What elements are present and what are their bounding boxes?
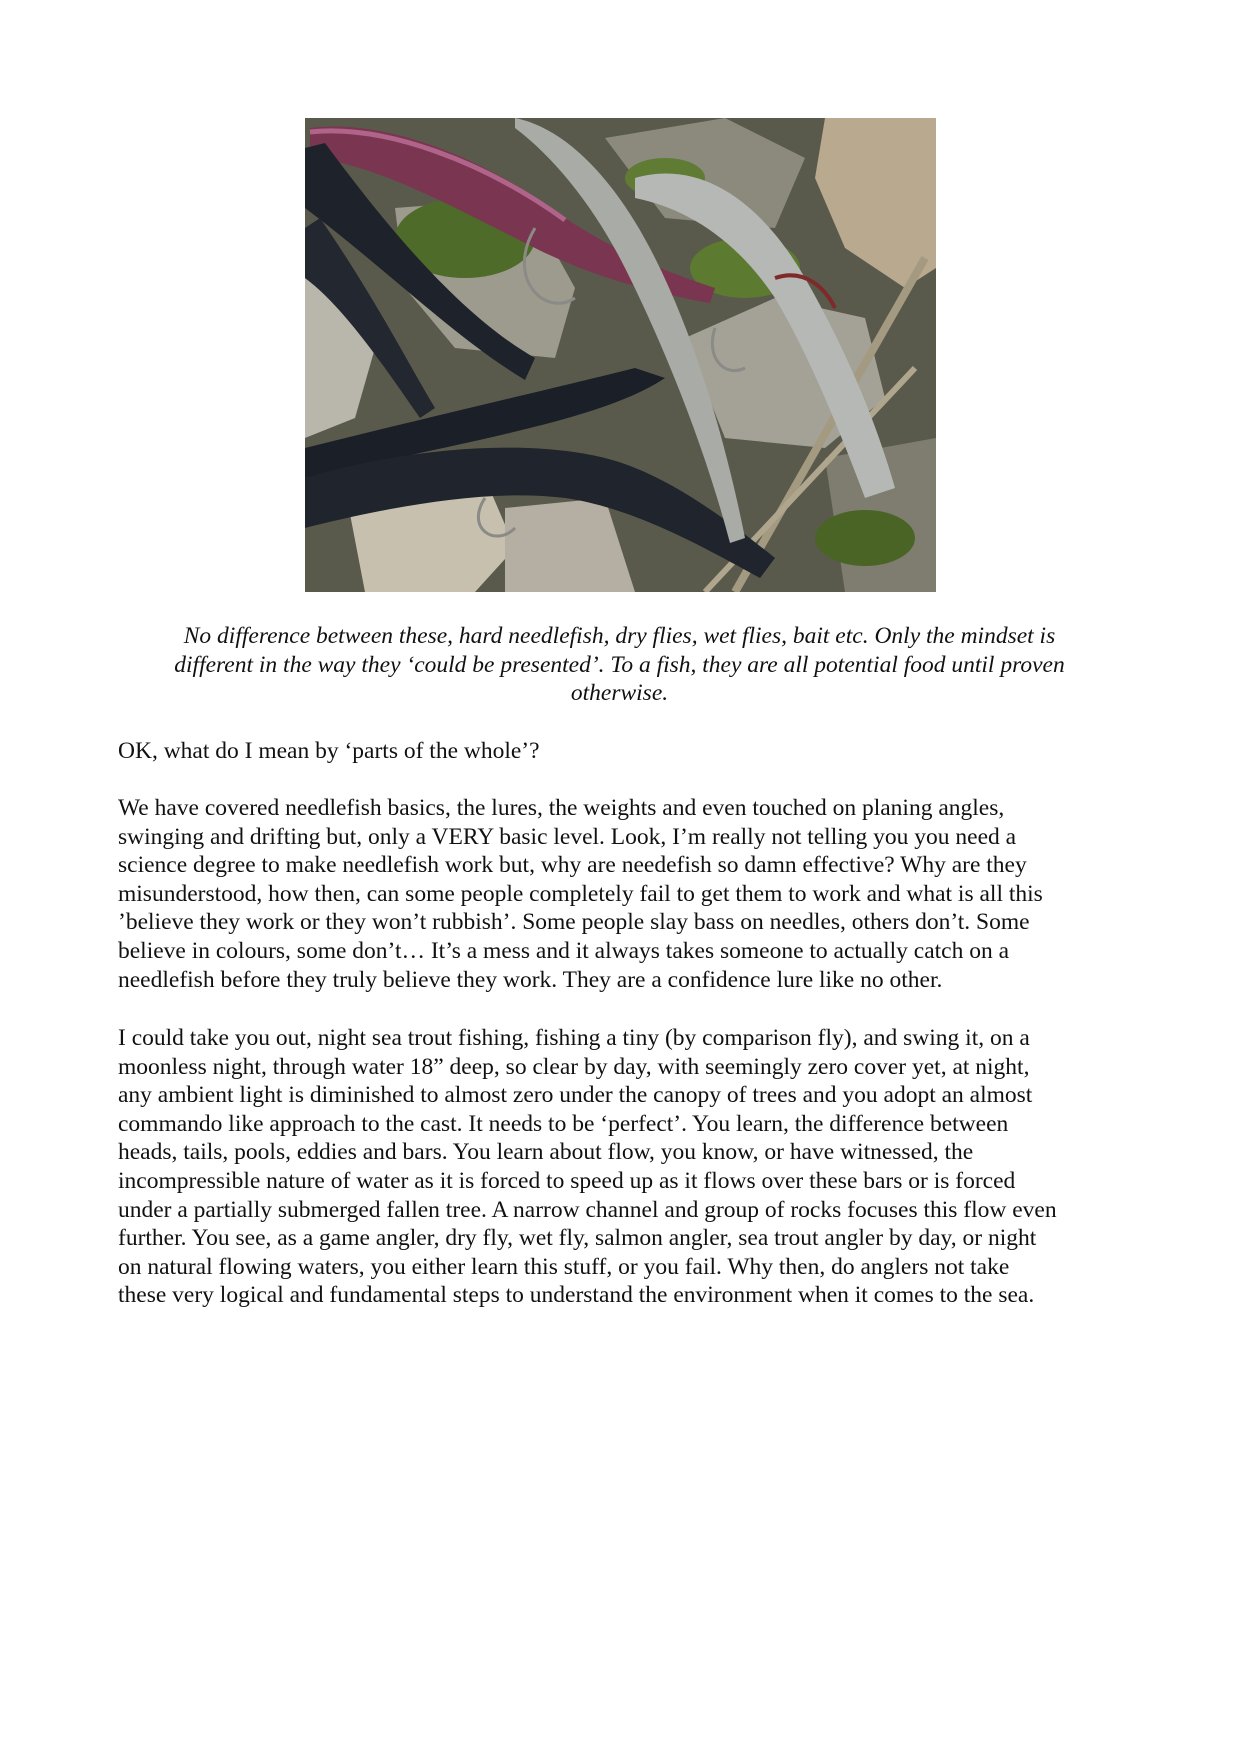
lure-photo-illustration [305, 118, 936, 592]
paragraph-sea-trout [118, 1024, 1128, 1310]
paragraph-line: needlefish before they truly believe they work. They are a confidence lure like no other. [118, 966, 943, 993]
paragraph-line: misunderstood, how then, can some people completely fail to get them to work and what is all this [118, 880, 1043, 907]
paragraph-line: any ambient light is diminished to almost zero under the canopy of trees and you adopt an almost [118, 1082, 1033, 1109]
paragraph-line: moonless night, through water 18” deep, so clear by day, with seemingly zero cover yet, at night, [118, 1053, 1030, 1080]
paragraph-line: believe in colours, some don’t… It’s a mess and it always takes someone to actually catch on a [118, 937, 1010, 964]
paragraph-question [118, 737, 1128, 766]
paragraph-line: further. You see, as a game angler, dry fly, wet fly, salmon angler, sea trout angler by day, or night [118, 1225, 1037, 1252]
lure-photo [305, 118, 936, 592]
paragraph-line: heads, tails, pools, eddies and bars. You learn about flow, you know, or have witnessed, the [118, 1139, 974, 1166]
paragraph-line: under a partially submerged fallen tree. A narrow channel and group of rocks focuses this flow even [118, 1196, 1057, 1223]
paragraph-needlefish-basics [118, 794, 1128, 994]
paragraph-line: swinging and drifting but, only a VERY basic level. Look, I’m really not telling you you need a [118, 823, 1017, 850]
paragraph-line: commando like approach to the cast. It needs to be ‘perfect’. You learn, the difference between [118, 1110, 1009, 1137]
paragraph-line: incompressible nature of water as it is forced to speed up as it flows over these bars or is forced [118, 1167, 1016, 1194]
caption-line: No difference between these, hard needlefish, dry flies, wet flies, bait etc. Only the mindset is [183, 623, 1056, 649]
paragraph-line: science degree to make needlefish work but, why are needefish so damn effective? Why are they [118, 852, 1027, 879]
paragraph-line: these very logical and fundamental steps to understand the environment when it comes to the sea. [118, 1282, 1035, 1309]
caption-line: different in the way they ‘could be presented’. To a fish, they are all potential food until proven [174, 651, 1065, 678]
caption-line: otherwise. [570, 680, 669, 707]
paragraph-line: ’believe they work or they won’t rubbish’. Some people slay bass on needles, others don’t. Some [118, 909, 1030, 936]
paragraph-line: We have covered needlefish basics, the lures, the weights and even touched on planing angles, [118, 795, 1005, 821]
paragraph-line: on natural flowing waters, you either learn this stuff, or you fail. Why then, do anglers not take [118, 1253, 1010, 1280]
paragraph-line: OK, what do I mean by ‘parts of the whole’? [118, 738, 540, 764]
paragraph-line: I could take you out, night sea trout fishing, fishing a tiny (by comparison fly), and swing it, on a [118, 1025, 1030, 1051]
image-caption [118, 622, 1121, 708]
